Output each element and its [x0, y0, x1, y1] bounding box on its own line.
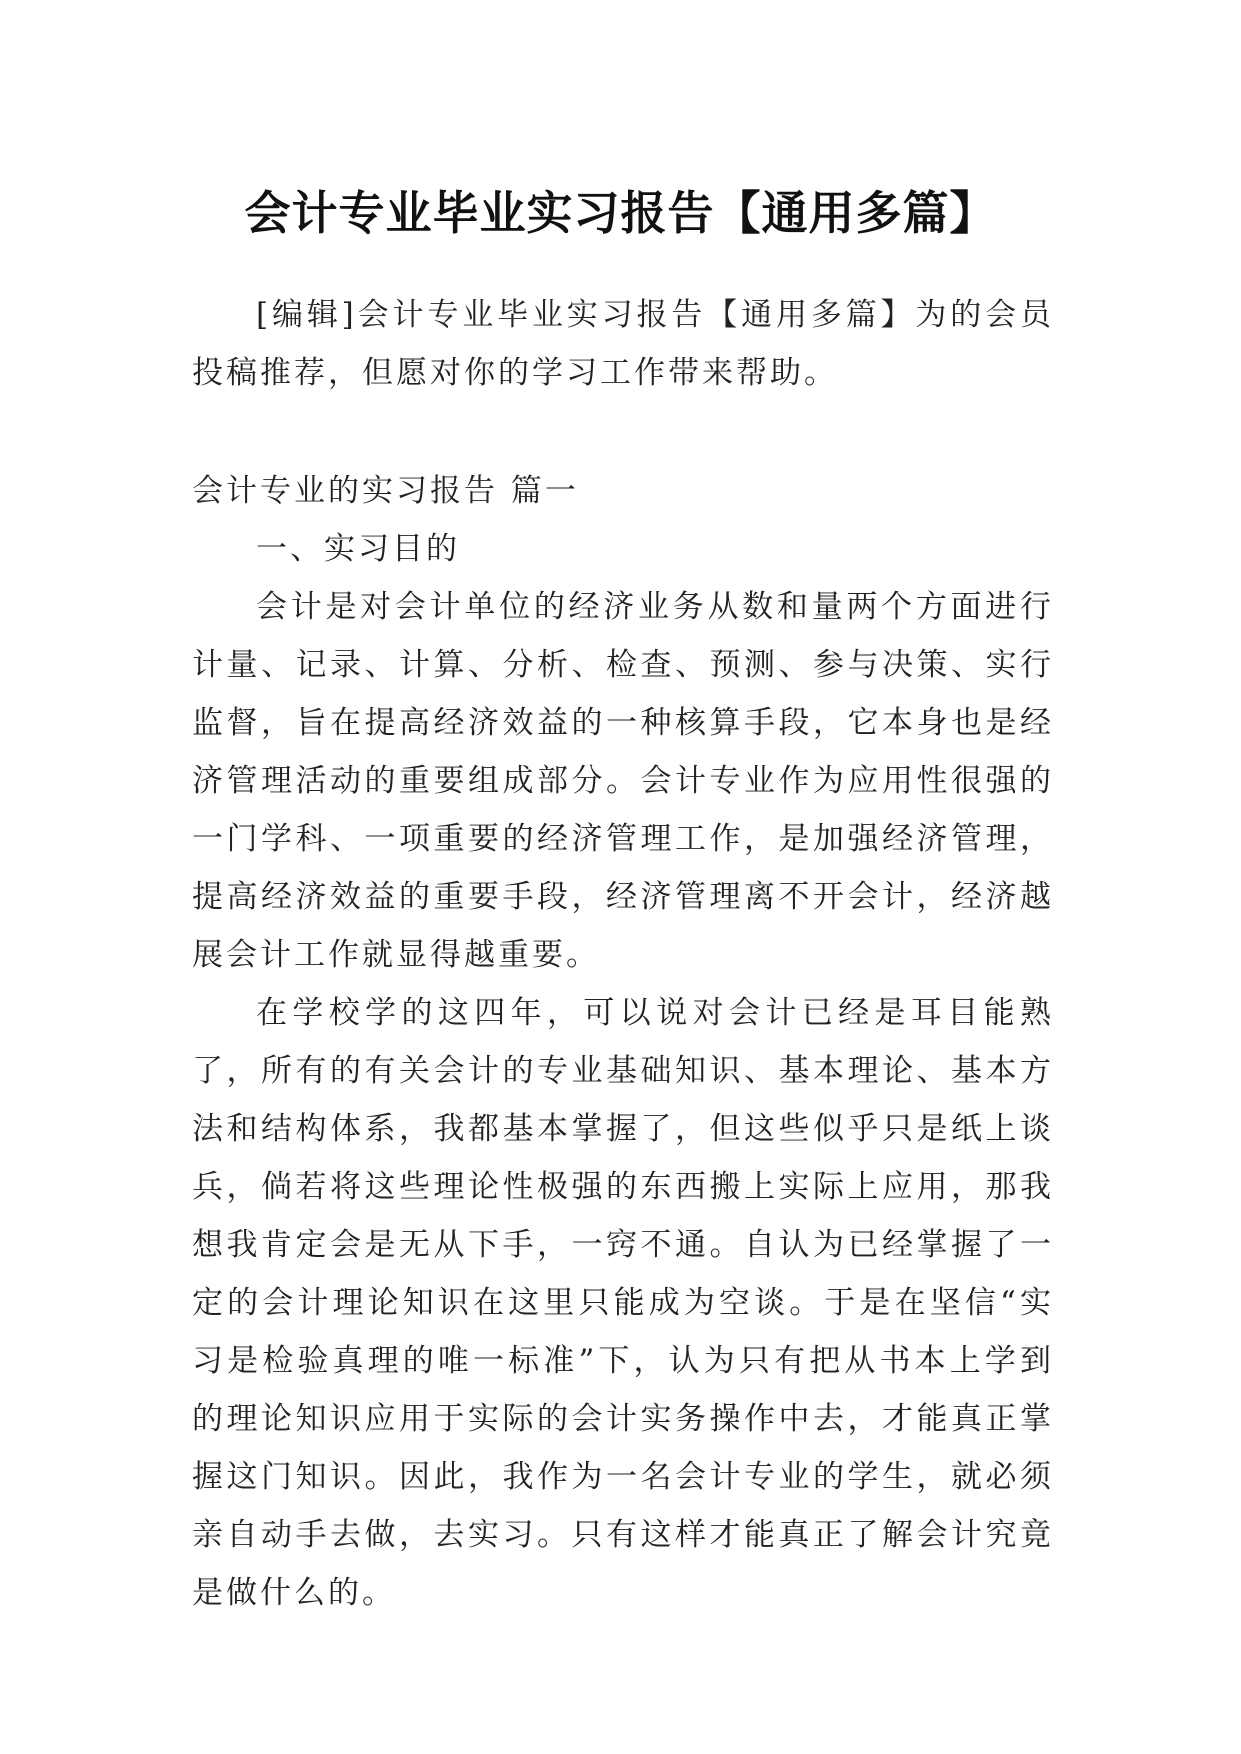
section-heading: 会计专业的实习报告 篇一	[192, 473, 579, 509]
body-paragraph: 会计是对会计单位的经济业务从数和量两个方面进行计量、记录、计算、分析、检查、预测、参与决策、实行监督，旨在提高经济效益的一种核算手段，它本身也是经济管理活动的重要组成部分。会计专业作为应用性很强的一门学科、一项重要的经济管理工作，是加强经济管理，提高经济效益的重要手段，经济管理离不开会计，经济越展会计工作就显得越重要。	[192, 589, 1054, 973]
body-paragraph: 在学校学的这四年，可以说对会计已经是耳目能熟了，所有的有关会计的专业基础知识、基本理论、基本方法和结构体系，我都基本掌握了，但这些似乎只是纸上谈兵，倘若将这些理论性极强的东西搬上实际上应用，那我想我肯定会是无从下手，一窍不通。自认为已经掌握了一定的会计理论知识在这里只能成为空谈。于是在坚信“实习是检验真理的唯一标准”下，认为只有把从书本上学到的理论知识应用于实际的会计实务操作中去，才能真正掌握这门知识。因此，我作为一名会计专业的学生，就必须亲自动手去做，去实习。只有这样才能真正了解会计究竟是做什么的。	[192, 995, 1054, 1611]
intro-paragraph: [编辑]会计专业毕业实习报告【通用多篇】为的会员投稿推荐，但愿对你的学习工作带来帮助。	[192, 297, 1054, 391]
document-title: 会计专业毕业实习报告【通用多篇】	[244, 185, 997, 240]
subheading: 一、实习目的	[256, 531, 460, 567]
